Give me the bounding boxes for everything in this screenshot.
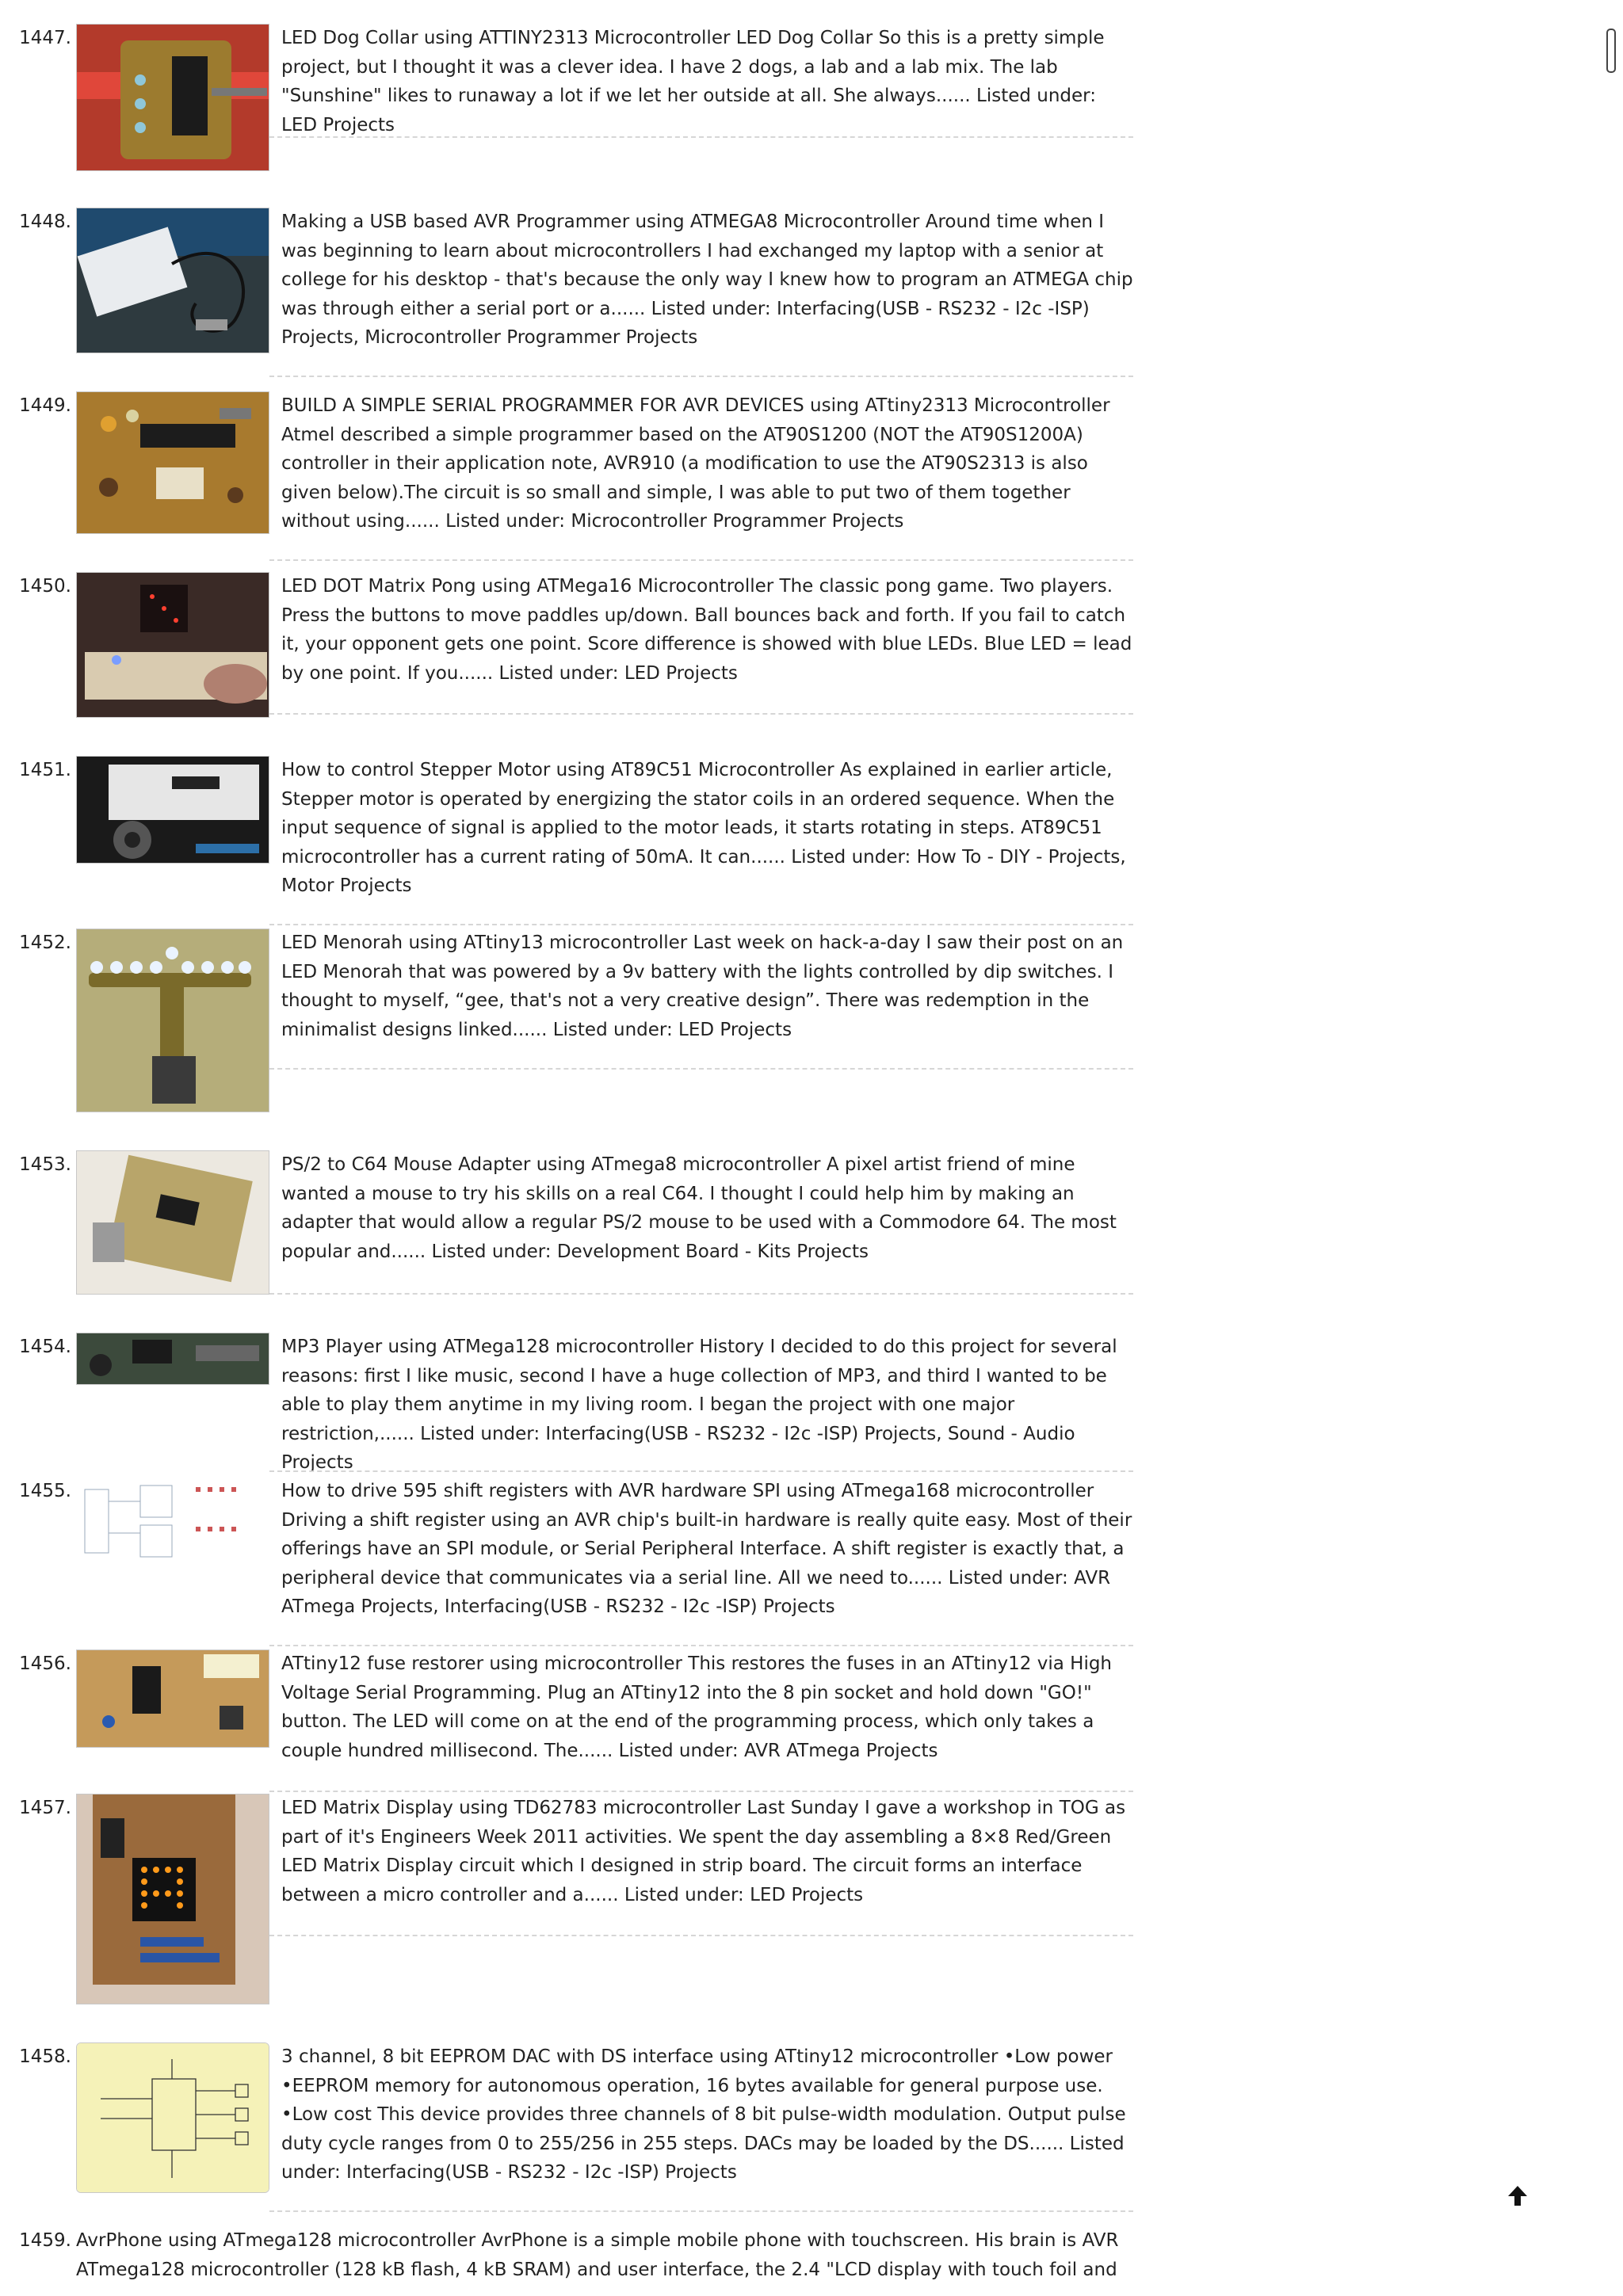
entry-separator	[269, 1068, 1133, 1070]
entry-description[interactable]: How to drive 595 shift registers with AVR hardware SPI using ATmega168 microcontroller Driving a shift register using an AVR chip's built-in hardware is really quite easy. Most of their offerings have an SPI module, or Serial Peripheral Interface. A shift register is exactly that, a peripheral device that communicates via a serial line. All we need to...... Listed under: AVR ATmega Projects, Interfacing(USB - RS232 - I2c -ISP) Projects	[281, 1481, 1132, 1617]
entry-thumbnail[interactable]	[76, 929, 269, 1112]
entry-thumbnail[interactable]	[76, 572, 269, 718]
entry-separator	[269, 1293, 1133, 1295]
entry-thumbnail[interactable]	[76, 208, 269, 353]
entry-thumbnail[interactable]	[76, 1333, 269, 1385]
entry-number: 1459.	[19, 2230, 71, 2251]
entry-separator	[269, 713, 1133, 715]
entry-thumbnail[interactable]	[76, 1150, 269, 1295]
entry-description[interactable]: MP3 Player using ATMega128 microcontroller History I decided to do this project for several reasons: first I like music, second I have a huge collection of MP3, and third I wanted to be able to play them anytime in my living room. I began the project with one major restriction,...... Listed under: Interfacing(USB - RS232 - I2c -ISP) Projects, Sound - Audio Projects	[281, 1337, 1117, 1473]
entry-description[interactable]: PS/2 to C64 Mouse Adapter using ATmega8 microcontroller A pixel artist friend of mine wanted a mouse to try his skills on a real C64. I thought I could help him by making an adapter that would allow a regular PS/2 mouse to be used with a Commodore 64. The most popular and...... Listed under: Development Board - Kits Projects	[281, 1154, 1117, 1262]
entry-separator	[269, 559, 1133, 561]
entry-number: 1448.	[19, 212, 71, 232]
entry-separator	[269, 1645, 1133, 1646]
entry-number: 1457.	[19, 1798, 71, 1818]
entry-description[interactable]: How to control Stepper Motor using AT89C51 Microcontroller As explained in earlier article, Stepper motor is operated by energizing the stator coils in an ordered sequence. When the input sequence of signal is applied to the motor leads, it starts rotating in steps. AT89C51 microcontroller has a current rating of 50mA. It can...... Listed under: How To - DIY - Projects, Motor Projects	[281, 760, 1126, 896]
entry-separator	[269, 376, 1133, 377]
entry-thumbnail[interactable]	[76, 391, 269, 534]
entry-separator	[269, 1470, 1133, 1472]
entry-thumbnail[interactable]	[76, 24, 269, 171]
entry-separator	[269, 924, 1133, 925]
entry-number: 1458.	[19, 2046, 71, 2067]
entry-description[interactable]: ATtiny12 fuse restorer using microcontroller This restores the fuses in an ATtiny12 via High Voltage Serial Programming. Plug an ATtiny12 into the 8 pin socket and hold down "GO!" button. The LED will come on at the end of the programming process, which only takes a couple hundred millisecond. The...... Listed under: AVR ATmega Projects	[281, 1653, 1113, 1761]
entry-number: 1453.	[19, 1154, 71, 1175]
entry-description[interactable]: LED Matrix Display using TD62783 microcontroller Last Sunday I gave a workshop in TOG as part of it's Engineers Week 2011 activities. We spent the day assembling a 8×8 Red/Green LED Matrix Display circuit which I designed in strip board. The circuit forms an interface between a micro controller and a...... Listed under: LED Projects	[281, 1798, 1126, 1905]
entry-description[interactable]: AvrPhone using ATmega128 microcontroller AvrPhone is a simple mobile phone with touchscreen. His brain is AVR ATmega128 microcontroller (128 kB flash, 4 kB SRAM) and user interface, the 2.4 "LCD display with touch foil and	[76, 2230, 1119, 2280]
entry-description[interactable]: BUILD A SIMPLE SERIAL PROGRAMMER FOR AVR DEVICES using ATtiny2313 Microcontroller Atmel described a simple programmer based on the AT90S1200 (NOT the AT90S1200A) controller in their application note, AVR910 (a modification to use the AT90S2313 is also given below).The circuit is so small and simple, I was able to put two of them together without using...... Listed under: Microcontroller Programmer Projects	[281, 395, 1110, 532]
entry-separator	[269, 1935, 1133, 1936]
entry-number: 1452.	[19, 933, 71, 953]
entry-separator	[269, 1791, 1133, 1792]
entry-number: 1447.	[19, 28, 71, 48]
entry-description[interactable]: LED DOT Matrix Pong using ATMega16 Microcontroller The classic pong game. Two players. Press the buttons to move paddles up/down. Ball bounces back and forth. If you fail to catch it, your opponent gets one point. Score difference is showed with blue LEDs. Blue LED = lead by one point. If you...... Listed under: LED Projects	[281, 576, 1132, 684]
scrollbar-thumb[interactable]	[1606, 29, 1616, 73]
entry-thumbnail[interactable]	[76, 1794, 269, 2004]
entry-thumbnail[interactable]	[76, 1477, 269, 1572]
back-to-top-button[interactable]	[1504, 2182, 1531, 2209]
entry-number: 1456.	[19, 1653, 71, 1674]
entry-thumbnail[interactable]	[76, 756, 269, 864]
entry-description[interactable]: Making a USB based AVR Programmer using ATMEGA8 Microcontroller Around time when I was beginning to learn about microcontrollers I had exchanged my laptop with a senior at college for his desktop - that's because the only way I knew how to program an ATMEGA chip was through either a serial port or a...... Listed under: Interfacing(USB - RS232 - I2c -ISP) Projects, Microcontroller Programmer Projects	[281, 212, 1133, 348]
entry-thumbnail[interactable]	[76, 2042, 269, 2193]
entry-description[interactable]: LED Menorah using ATtiny13 microcontroller Last week on hack-a-day I saw their post on an LED Menorah that was powered by a 9v battery with the lights controlled by dip switches. I thought to myself, “gee, that's not a very creative design”. There was redemption in the minimalist designs linked...... Listed under: LED Projects	[281, 933, 1124, 1040]
entry-number: 1454.	[19, 1337, 71, 1357]
entry-description[interactable]: 3 channel, 8 bit EEPROM DAC with DS interface using ATtiny12 microcontroller •Low power •EEPROM memory for autonomous operation, 16 bytes available for general purpose use. •Low cost This device provides three channels of 8 bit pulse-width modulation. Output pulse duty cycle ranges from 0 to 255/256 in 255 steps. DACs may be loaded by the DS...... Listed under: Interfacing(USB - RS232 - I2c -ISP) Projects	[281, 2046, 1126, 2183]
entry-thumbnail[interactable]	[76, 1650, 269, 1748]
entry-description[interactable]: LED Dog Collar using ATTINY2313 Microcontroller LED Dog Collar So this is a pretty simple project, but I thought it was a clever idea. I have 2 dogs, a lab and a lab mix. The lab "Sunshine" likes to runaway a lot if we let her outside at all. She always...... Listed under: LED Projects	[281, 28, 1105, 135]
entry-number: 1449.	[19, 395, 71, 416]
entry-number: 1450.	[19, 576, 71, 597]
entry-separator	[269, 2210, 1133, 2212]
entry-number: 1451.	[19, 760, 71, 780]
arrow-up-icon	[1504, 2182, 1531, 2209]
entry-number: 1455.	[19, 1481, 71, 1501]
entry-separator	[269, 136, 1133, 138]
